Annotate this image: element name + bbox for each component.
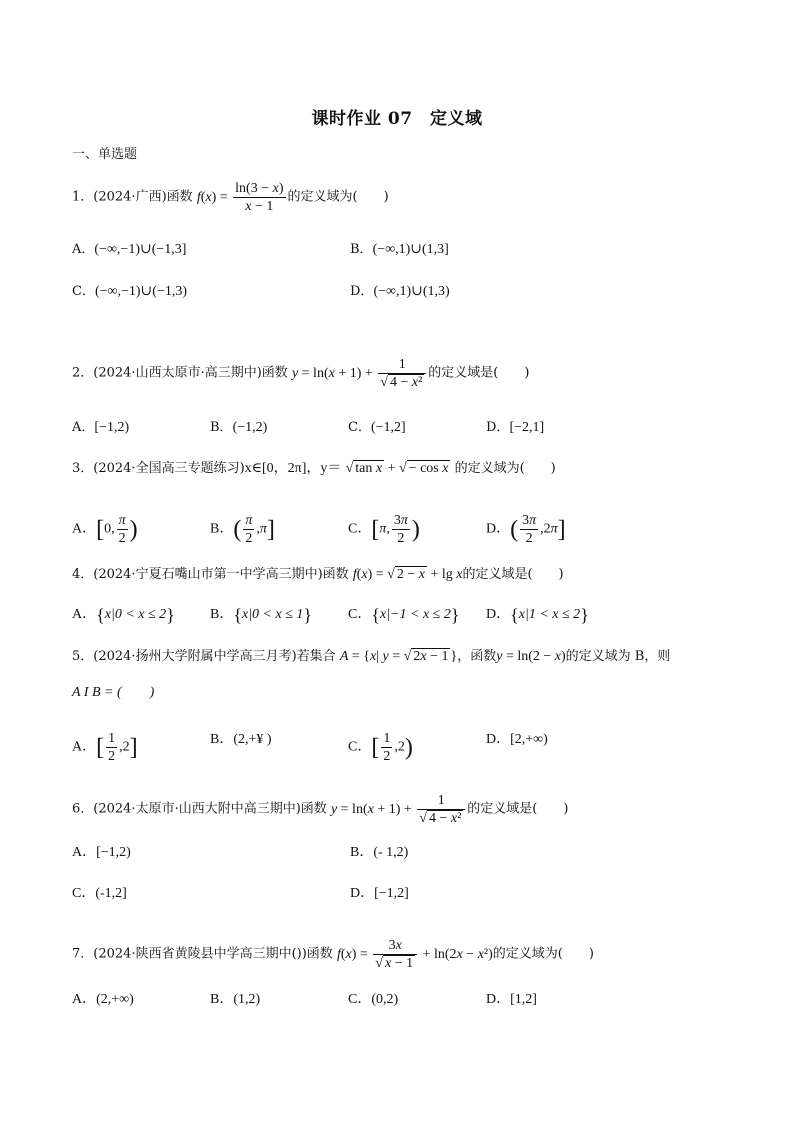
question-stem-pre: x∈[0，2π]，y＝ [244,461,342,476]
option-label: D． [486,420,510,435]
formula: f(x) = $\frac{\ln(3 - x)}{x - 1}$ [196,181,284,214]
formula: y = ln(x + 1) + $\frac{1}{\text{√ 4 − x²}}$ [331,802,467,817]
option-text: [−1,2) [96,845,131,860]
option-label: A． [72,420,95,435]
question-6 [72,792,568,827]
option-text: (−∞,−1)∪(−1,3] [94,242,187,257]
option-label: D． [486,607,511,623]
question-stem-post: 的定义域为( ) [492,946,594,962]
option-label: B． [350,242,373,257]
option-c[interactable]: C．[π, $\frac{3\pi}{2}$ ) [348,513,420,546]
question-1 [72,180,389,215]
option-b[interactable] [210,990,260,1010]
question-number: 5． [72,649,94,664]
option-text: (−∞,1)∪(1,3] [372,242,449,257]
question-source: (2024·山西太原市·高三期中) [93,365,262,381]
option-label: A． [72,992,97,1007]
option-text: [1,2] [510,992,537,1007]
option-label: C． [348,607,372,623]
option-label: C． [348,521,372,537]
option-label: D． [486,992,511,1007]
page-title: 课时作业 07 定义域 [311,109,483,129]
question-stem-post: 的定义域为 B，则 [565,649,671,664]
option-text: (−∞,1)∪(1,3) [373,284,450,299]
question-source: (2024·全国高三专题练习) [93,461,245,476]
option-text: [2,+∞) [510,732,548,747]
option-text: (-1,2] [95,886,127,901]
option-label: D． [486,732,511,747]
option-label: B． [210,992,234,1007]
option-b[interactable]: B．{x|0 < x ≤ 1} [210,605,313,625]
option-b[interactable] [210,418,267,438]
option-label: C． [348,739,372,755]
question-number: 1． [72,189,94,205]
question-stem-pre: 函数 [300,801,327,817]
question-stem-post: 的定义域为( ) [454,461,556,476]
option-label: D． [350,886,375,901]
set-formula: A = {x| y = √ 2x − 1 } [339,649,458,664]
option-text: x|0 < x ≤ 2 [104,607,167,623]
option-a[interactable]: A．{x|0 < x ≤ 2} [72,605,175,625]
section-heading: 一、单选题 [72,147,138,162]
question-number: 2． [72,365,94,381]
question-stem-pre: 函数 [261,365,288,381]
question-source: (2024·陕西省黄陵县中学高三期中()) [93,946,307,962]
question-4 [72,565,564,585]
question-source: (2024·太原市·山西大附中高三期中) [93,801,301,817]
question-source: (2024·宁夏石嘴山市第一中学高三期中) [93,567,323,582]
option-b[interactable] [210,730,272,750]
question-number: 3． [72,461,94,476]
option-label: B． [210,607,234,623]
question-number: 7． [72,946,94,962]
question-stem-post: 的定义域为( ) [287,189,389,205]
option-text: x|1 < x ≤ 2 [518,607,581,623]
question-3 [72,459,556,479]
question-2 [72,356,529,391]
question-5 [72,647,670,667]
option-label: C． [72,886,96,901]
option-label: A． [72,845,97,860]
option-label: B． [350,845,374,860]
option-d[interactable]: D．( $\frac{3\pi}{2}$ ,2π] [486,513,566,546]
option-a[interactable] [72,843,131,863]
option-d[interactable]: D．{x|1 < x ≤ 2} [486,605,589,625]
question-stem-post: 的定义域是( ) [467,801,569,817]
option-label: D． [486,521,511,537]
option-label: B． [210,732,234,747]
option-b[interactable] [350,240,449,260]
formula: y = ln(x + 1) + $\frac{1}{\text{√ 4 − x²}}$ [292,366,428,381]
option-text: (−1,2] [370,420,406,435]
option-text: (−1,2) [232,420,268,435]
option-a[interactable] [72,240,186,260]
option-label: C． [72,284,95,299]
option-label: D． [350,284,374,299]
option-a[interactable]: A．[ $\frac{1}{2}$ ,2] [72,731,138,764]
option-text: (1,2) [233,992,261,1007]
option-label: A． [72,521,97,537]
option-label: C． [348,420,371,435]
question-stem-post: 的定义域是( ) [428,365,530,381]
option-text: (2,+∞) [96,992,134,1007]
question-source: (2024·广西) [93,189,167,205]
question-7 [72,937,594,972]
option-c[interactable] [348,418,406,438]
option-d[interactable] [486,730,548,750]
option-label: B． [210,420,233,435]
question-number: 4． [72,567,94,582]
question-source: (2024·扬州大学附属中学高三月考) [93,649,297,664]
option-a[interactable] [72,418,129,438]
option-label: A． [72,607,97,623]
option-a[interactable]: A．[0, $\frac{\pi}{2}$ ) [72,513,138,546]
option-text: [−2,1] [509,420,545,435]
option-text: x|0 < x ≤ 1 [241,607,304,623]
formula: f(x) = $\frac{3x}{√ x - 1}$ + ln(2x − x²) [336,938,493,971]
option-d[interactable] [486,990,537,1010]
option-c[interactable] [348,990,398,1010]
option-c[interactable] [72,884,127,904]
formula: √ tan x + √ − cos x [345,461,449,476]
option-text: [−1,2) [94,420,130,435]
option-c[interactable] [72,282,187,302]
option-label: A． [72,242,95,257]
option-text: (−∞,−1)∪(−1,3) [94,284,187,299]
question-stem-pre: 函数 [166,189,193,205]
option-a[interactable] [72,990,134,1010]
formula: f(x) = √ 2 − x + lg x [352,567,463,582]
question-5-line-2: A I B = ( ) [72,685,155,700]
question-stem-pre: 函数 [306,946,333,962]
question-stem-post: 的定义域是( ) [462,567,564,582]
option-d[interactable] [486,418,544,438]
option-text: (2,+¥ ) [233,732,272,747]
question-stem-pre: 函数 [322,567,349,582]
option-label: A． [72,739,97,755]
option-text: (0,2) [371,992,399,1007]
question-stem-pre: 若集合 [296,649,336,664]
option-c[interactable]: C．[ $\frac{1}{2}$ ,2) [348,731,413,764]
function-formula: y = ln(2 − x) [496,649,566,664]
option-text: [−1,2] [374,886,409,901]
question-stem-mid: ，函数 [457,649,497,664]
option-text: x|−1 < x ≤ 2 [379,607,451,623]
option-d[interactable] [350,884,409,904]
option-c[interactable]: C．{x|−1 < x ≤ 2} [348,605,460,625]
option-text: (- 1,2) [373,845,409,860]
option-label: C． [348,992,372,1007]
option-b[interactable]: B．( $\frac{\pi}{2}$ ,π] [210,513,275,546]
question-number: 6． [72,801,94,817]
option-d[interactable] [350,282,450,302]
option-b[interactable] [350,843,408,863]
option-label: B． [210,521,234,537]
